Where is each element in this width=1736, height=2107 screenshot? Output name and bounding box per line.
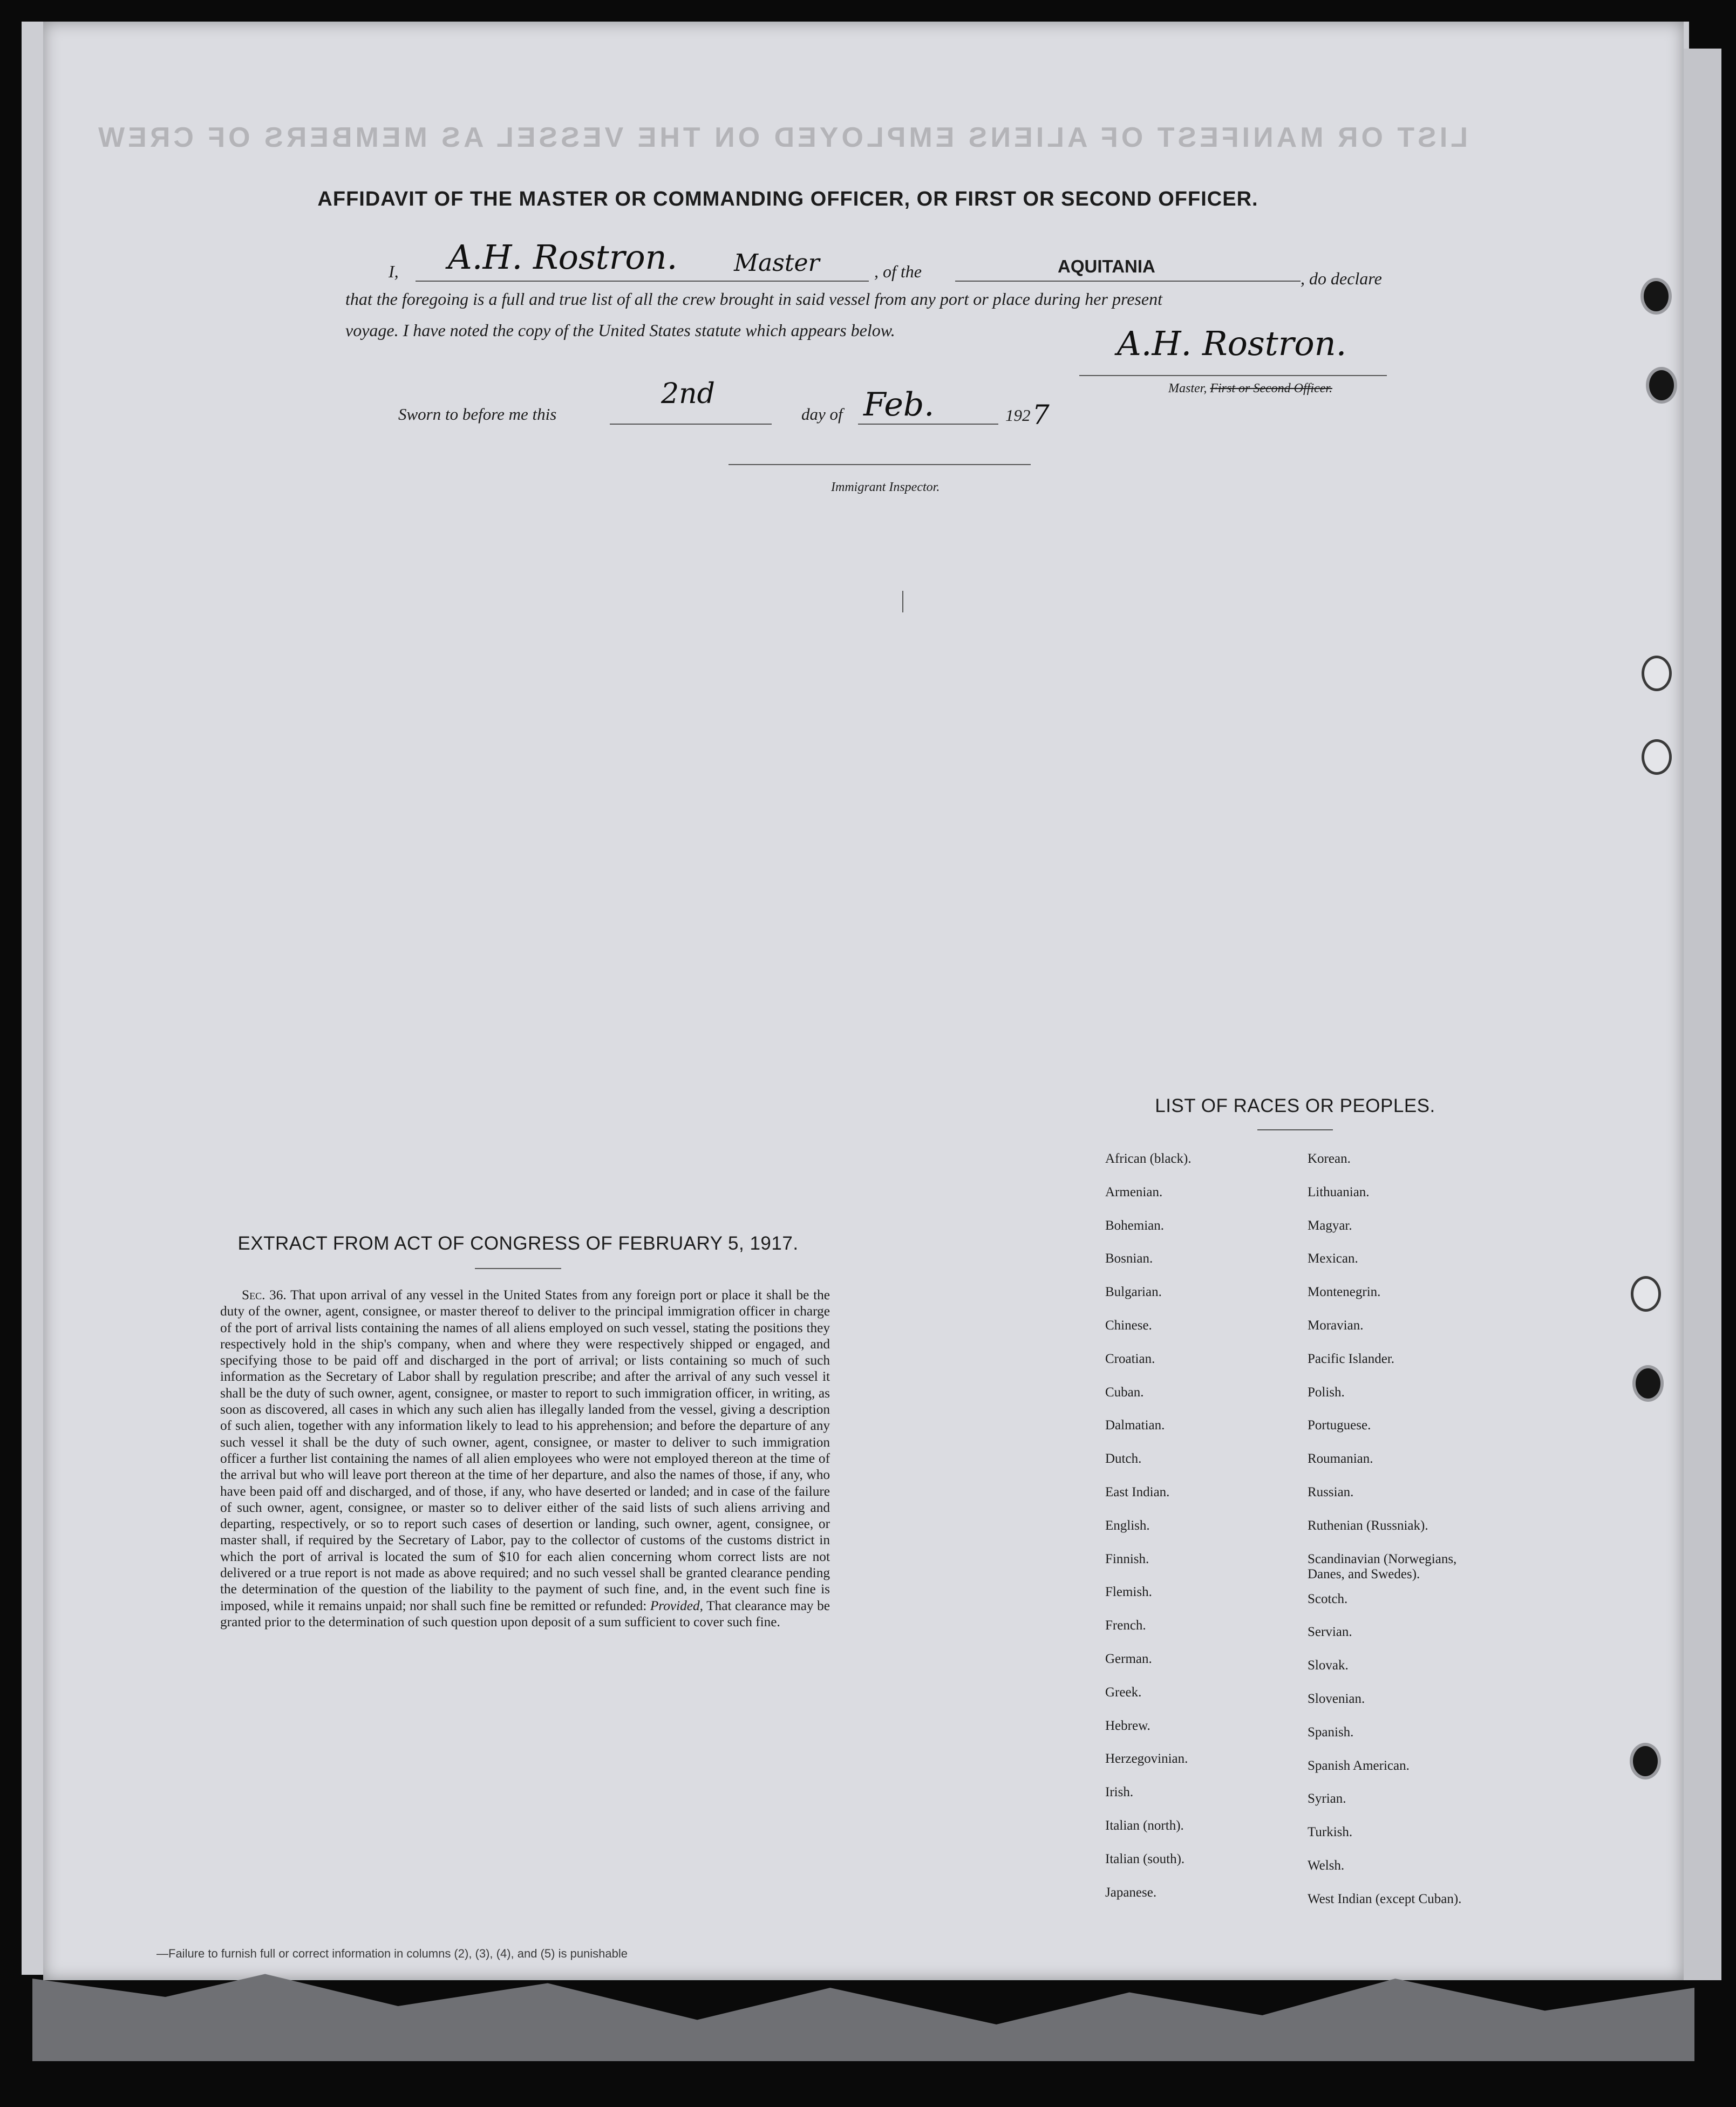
binder-hole: [1631, 1276, 1661, 1312]
race-item: Moravian.: [1308, 1318, 1364, 1333]
race-item: Scotch.: [1308, 1591, 1348, 1606]
race-item: Cuban.: [1105, 1385, 1144, 1400]
sworn-label: Sworn to before me this: [398, 405, 557, 424]
race-item: Slovak.: [1308, 1658, 1349, 1673]
footer-note: —Failure to furnish full or correct information in columns (2), (3), (4), and (5) is punishable: [156, 1947, 628, 1960]
race-item: Syrian.: [1308, 1791, 1346, 1806]
binder-hole: [1646, 367, 1677, 404]
race-item: Russian.: [1308, 1484, 1354, 1499]
race-item: Slovenian.: [1308, 1691, 1365, 1706]
race-item: Servian.: [1308, 1625, 1352, 1640]
race-item: Ruthenian (Russniak).: [1308, 1518, 1428, 1533]
race-item: Chinese.: [1105, 1318, 1152, 1333]
race-item: French.: [1105, 1618, 1146, 1633]
name-field-rule: [416, 281, 869, 282]
race-item: German.: [1105, 1651, 1152, 1666]
race-item: Irish.: [1105, 1785, 1134, 1800]
sworn-day-handwritten: 2nd: [661, 378, 715, 410]
bleed-through-text: LIST OR MANIFEST OF ALIENS EMPLOYED ON THE VESSEL AS MEMBERS OF CREW: [95, 122, 1468, 153]
race-item: Scandinavian (Norwegians, Danes, and Swedes).: [1308, 1551, 1457, 1581]
officer-label-struck: First or Second Officer.: [1210, 381, 1332, 396]
race-item: Dutch.: [1105, 1451, 1142, 1467]
races-column-left: [1105, 1149, 1192, 1916]
race-item: Lithuanian.: [1308, 1184, 1370, 1199]
signature-rule: [1079, 375, 1387, 376]
declaration-line-1: that the foregoing is a full and true list of all the crew brought in said vessel from any port or place during her present: [345, 289, 1162, 309]
race-item: Portuguese.: [1308, 1418, 1371, 1433]
extract-body-text: That upon arrival of any vessel in the United States from any foreign port or place it shall be the duty of the owner, agent, consignee, or master thereof to deliver to the principal immigration officer in charge of the port of arrival lists containing the names of all aliens employed on such vessel, stating the positions they respectively hold in the ship's company, when and where they were respectively shipped or engaged, and specifying those to be paid off and discharged in the port of arrival; or lists containing so much of such information as the Secretary of Labor shall by regulation prescribe; and after the arrival of any such vessel it shall be the duty of such owner, agent, consignee, or master to report to such immigration officer, in writing, as soon as discovered, all cases in which any such alien has illegally landed from the vessel, giving a description of such alien, together with any information likely to lead to his apprehension; and before the departure of any such vessel it shall be the duty of such owner, agent, consignee, or master to deliver to such immigration officer a further list containing the names of all alien employees who were not employed thereon at the time of the arrival but who will leave port thereon at the time of her departure, and also the names of those, if any, who have been paid off and discharged, and of those, if any, who have deserted or landed; and in case of the failure of such owner, agent, consignee, or master so to deliver either of the said lists of such aliens arriving and departing, respectively, or so to report such cases of desertion or landing, such owner, agent, consignee, or master shall, if required by the Secretary of Labor, pay to the collector of customs of the customs district in which the port of arrival is located the sum of $10 for each alien concerning whom correct lists are not delivered or a true report is not made as above required; and no such vessel shall be granted clearance pending the determination of the question of the liability to the payment of such fine, and, in the event such fine is imposed, while it remains unpaid; nor shall such fine be remitted or refunded:: [220, 1287, 830, 1613]
race-item: Armenian.: [1105, 1184, 1163, 1199]
day-of-label: day of: [801, 405, 843, 424]
race-item: Polish.: [1308, 1385, 1345, 1400]
of-the-label: , of the: [874, 262, 922, 281]
race-item: Finnish.: [1105, 1551, 1149, 1566]
extract-title-rule: [475, 1268, 561, 1269]
i-label: I,: [389, 262, 399, 281]
declaration-line-2: voyage. I have noted the copy of the United States statute which appears below.: [345, 321, 895, 340]
sworn-day-rule: [610, 424, 772, 425]
race-item: Roumanian.: [1308, 1451, 1373, 1467]
vessel-field-rule: [955, 281, 1301, 282]
race-item: Spanish.: [1308, 1724, 1354, 1740]
races-title: LIST OF RACES OR PEOPLES.: [1155, 1095, 1435, 1116]
race-item: East Indian.: [1105, 1484, 1170, 1499]
race-item: Pacific Islander.: [1308, 1351, 1395, 1366]
race-item: Bulgarian.: [1105, 1285, 1162, 1300]
race-item: Korean.: [1308, 1151, 1351, 1166]
officer-label: [1168, 381, 1332, 396]
race-item: Dalmatian.: [1105, 1418, 1165, 1433]
binder-hole: [1630, 1743, 1661, 1779]
race-item: Spanish American.: [1308, 1758, 1410, 1773]
race-item: Mexican.: [1308, 1251, 1358, 1266]
races-title-rule: [1257, 1129, 1333, 1130]
sworn-month-handwritten: Feb.: [863, 386, 935, 424]
section-label: Sec. 36.: [242, 1287, 287, 1303]
binder-hole: [1632, 1365, 1664, 1402]
binder-hole: [1640, 278, 1672, 315]
race-item: Bohemian.: [1105, 1218, 1165, 1233]
race-item: Italian (north).: [1105, 1818, 1184, 1833]
master-signature-handwritten: A.H. Rostron.: [1117, 324, 1347, 363]
extract-body: [220, 1287, 830, 1630]
inspector-label: Immigrant Inspector.: [831, 480, 940, 494]
officer-label-master: Master,: [1168, 381, 1207, 396]
vessel-name: AQUITANIA: [1058, 256, 1155, 276]
race-item: Montenegrin.: [1308, 1285, 1381, 1300]
race-item: Hebrew.: [1105, 1718, 1150, 1733]
race-item: Italian (south).: [1105, 1851, 1185, 1866]
affidavit-title: AFFIDAVIT OF THE MASTER OR COMMANDING OFFICER, OR FIRST OR SECOND OFFICER.: [317, 188, 1258, 210]
race-item: African (black).: [1105, 1151, 1192, 1166]
stray-mark: [902, 591, 903, 612]
sworn-year-handwritten: 7: [1032, 399, 1050, 431]
binder-hole: [1642, 739, 1672, 775]
race-item: Croatian.: [1105, 1351, 1155, 1366]
signer-name-handwritten: A.H. Rostron.: [448, 237, 678, 277]
races-column-right: [1308, 1149, 1486, 1923]
race-item: Bosnian.: [1105, 1251, 1153, 1266]
torn-sheet-edge: [32, 1969, 1694, 2061]
role-handwritten: Master: [734, 249, 820, 277]
binder-hole: [1642, 656, 1672, 691]
race-item: Turkish.: [1308, 1825, 1353, 1840]
sworn-year-printed: 192: [1005, 406, 1031, 425]
race-item: Herzegovinian.: [1105, 1751, 1188, 1767]
race-item: Greek.: [1105, 1685, 1142, 1700]
race-item: Welsh.: [1308, 1858, 1345, 1873]
inspector-signature-rule: [729, 464, 1031, 465]
race-item: Flemish.: [1105, 1585, 1152, 1600]
do-declare-label: , do declare: [1301, 269, 1382, 288]
race-item: West Indian (except Cuban).: [1308, 1891, 1462, 1906]
extract-body-end: That clearance may be granted prior to the determination of such question upon deposit of a sum sufficient to cover such fine.: [220, 1598, 830, 1629]
extract-title: EXTRACT FROM ACT OF CONGRESS OF FEBRUARY 5, 1917.: [237, 1233, 799, 1254]
provided-label: Provided,: [650, 1598, 703, 1613]
sworn-month-rule: [858, 424, 998, 425]
race-item: Japanese.: [1105, 1885, 1157, 1900]
race-item: Magyar.: [1308, 1218, 1352, 1233]
race-item: English.: [1105, 1518, 1150, 1533]
